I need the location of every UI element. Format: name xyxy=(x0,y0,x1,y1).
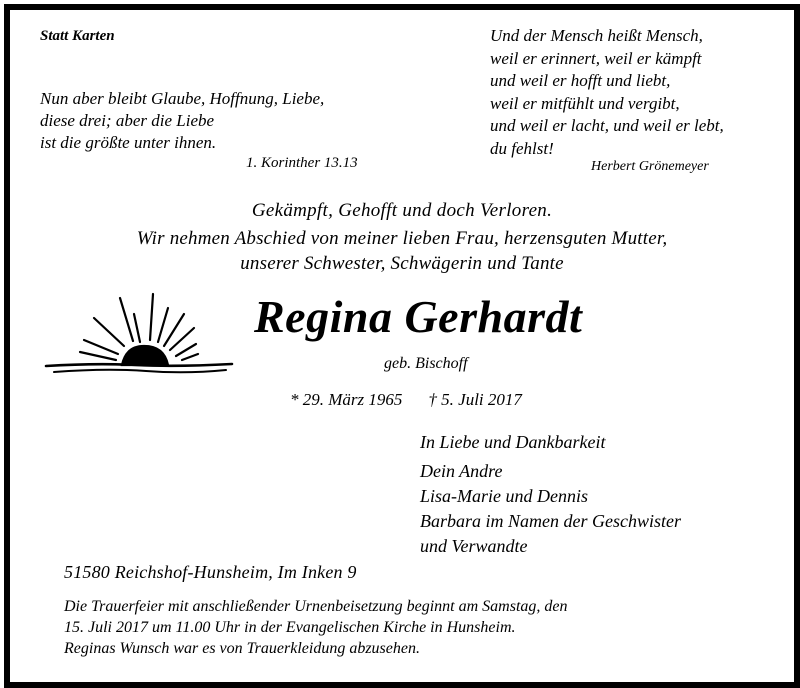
family-member: und Verwandte xyxy=(420,536,528,556)
birth-name: geb. Bischoff xyxy=(384,355,468,372)
bible-quote-line: ist die größte unter ihnen. xyxy=(40,133,217,152)
song-quote-line: du fehlst! xyxy=(490,138,554,158)
bible-quote xyxy=(40,88,324,154)
intro-line-2: Wir nehmen Abschied von meiner lieben Frau, herzensguten Mutter, xyxy=(136,228,668,249)
song-quote-line: und weil er hofft und liebt, xyxy=(490,71,671,91)
deceased-name: Regina Gerhardt xyxy=(254,291,583,342)
song-quote-line: und weil er lacht, und weil er lebt, xyxy=(490,116,724,136)
family-signatures xyxy=(420,430,681,559)
ceremony-info xyxy=(64,596,568,638)
intro-line-3: unserer Schwester, Schwägerin und Tante xyxy=(240,253,564,274)
bible-quote-line: Nun aber bleibt Glaube, Hoffnung, Liebe, xyxy=(40,89,325,108)
song-quote xyxy=(490,25,724,161)
clothing-wish: Reginas Wunsch war es von Trauerkleidung abzusehen. xyxy=(64,640,420,657)
birth-date: * 29. März 1965 xyxy=(290,390,403,409)
ceremony-line: 15. Juli 2017 um 11.00 Uhr in der Evangelischen Kirche in Hunsheim. xyxy=(64,619,516,636)
bible-quote-line: diese drei; aber die Liebe xyxy=(40,111,215,130)
obituary-notice xyxy=(4,4,800,688)
ceremony-line: Die Trauerfeier mit anschließender Urnenbeisetzung beginnt am Samstag, den xyxy=(64,598,568,615)
address: 51580 Reichshof-Hunsheim, Im Inken 9 xyxy=(64,562,357,582)
song-quote-line: Und der Mensch heißt Mensch, xyxy=(490,26,703,45)
song-quote-line: weil er mitfühlt und vergibt, xyxy=(490,93,680,113)
life-dates xyxy=(290,390,522,410)
song-quote-line: weil er erinnert, weil er kämpft xyxy=(490,48,702,68)
family-member: Lisa-Marie und Dennis xyxy=(420,486,588,506)
family-member: Barbara im Namen der Geschwister xyxy=(420,511,681,531)
family-heading: In Liebe und Dankbarkeit xyxy=(420,432,606,452)
intro-line-1: Gekämpft, Gehofft und doch Verloren. xyxy=(251,200,553,221)
bible-quote-source: 1. Korinther 13.13 xyxy=(246,155,358,171)
family-member: Dein Andre xyxy=(420,461,503,481)
sunset-icon xyxy=(36,286,236,376)
song-quote-source: Herbert Grönemeyer xyxy=(591,159,709,174)
death-date: † 5. Juli 2017 xyxy=(428,390,522,409)
header-statt-karten: Statt Karten xyxy=(40,28,115,44)
